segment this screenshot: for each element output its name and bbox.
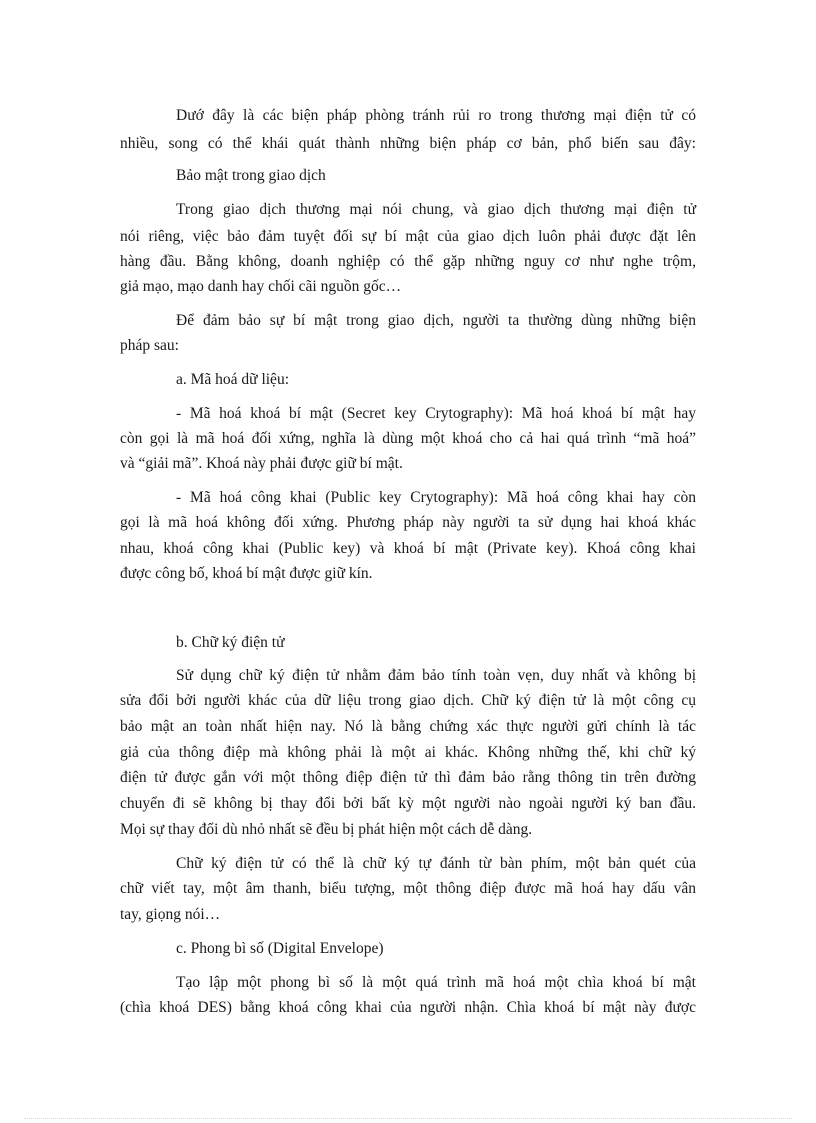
text-line: pháp sau: (120, 337, 179, 354)
text-line: nhau, khoá công khai (Public key) và khoá bí mật (Private key). Khoá công khai (120, 540, 696, 557)
text-line: giả của thông điệp mà không phải là một ai khác. Không những thế, khi chữ ký (120, 744, 696, 761)
section-heading: Bảo mật trong giao dịch (176, 167, 326, 184)
text-line: Dướ đây là các biện pháp phòng tránh rủi ro trong thương mại điện tử có (176, 107, 696, 124)
text-line: điện tử được gắn với một thông điệp điện tử thì đảm bảo rằng thông tin trên đường (120, 769, 696, 786)
text-line: Mọi sự thay đổi dù nhỏ nhất sẽ đều bị phát hiện một cách dễ dàng. (120, 821, 533, 838)
text-line: Để đảm bảo sự bí mật trong giao dịch, người ta thường dùng những biện (176, 312, 696, 329)
text-line: - Mã hoá công khai (Public key Crytography): Mã hoá công khai hay còn (176, 489, 696, 506)
text-line: sửa đổi bởi người khác của dữ liệu trong giao dịch. Chữ ký điện tử là một công cụ (120, 692, 696, 709)
text-line: nói riêng, việc bảo đảm tuyệt đối sự bí mật của giao dịch luôn phải được đặt lên (120, 228, 696, 245)
text-line: hàng đầu. Bằng không, doanh nghiệp có thể gặp những nguy cơ như nghe trộm, (120, 253, 696, 270)
text-line: bảo mật an toàn nhất hiện nay. Nó là bằng chứng xác thực người gửi chính là tác (120, 718, 696, 735)
subsection-heading: c. Phong bì số (Digital Envelope) (176, 940, 384, 957)
text-line: còn gọi là mã hoá đối xứng, nghĩa là dùng một khoá cho cả hai quá trình “mã hoá” (120, 430, 696, 447)
text-line: chữ viết tay, một âm thanh, biểu tượng, một thông điệp được mã hoá hay dấu vân (120, 880, 696, 897)
text-line: được công bố, khoá bí mật được giữ kín. (120, 565, 373, 582)
subsection-heading: b. Chữ ký điện tử (176, 634, 285, 651)
text-line: và “giải mã”. Khoá này phải được giữ bí mật. (120, 455, 403, 472)
text-line: giả mạo, mạo danh hay chối cãi nguồn gốc… (120, 278, 402, 295)
text-line: chuyển đi sẽ không bị thay đổi bởi bất kỳ một người nào ngoài người ký ban đầu. (120, 795, 696, 812)
text-line: Chữ ký điện tử có thể là chữ ký tự đánh từ bàn phím, một bản quét của (176, 855, 696, 872)
text-line: gọi là mã hoá không đối xứng. Phương pháp này người ta sử dụng hai khoá khác (120, 514, 696, 531)
text-line: (chìa khoá DES) bằng khoá công khai của người nhận. Chìa khoá bí mật này được (120, 999, 696, 1016)
text-line: Trong giao dịch thương mại nói chung, và giao dịch thương mại điện tử (176, 201, 696, 218)
text-line: tay, giọng nói… (120, 906, 221, 923)
page-bottom-divider (24, 1118, 792, 1119)
text-line: nhiều, song có thể khái quát thành những biện pháp cơ bản, phổ biến sau đây: (120, 135, 696, 152)
subsection-heading: a. Mã hoá dữ liệu: (176, 371, 289, 388)
text-line: - Mã hoá khoá bí mật (Secret key Crytography): Mã hoá khoá bí mật hay (176, 405, 696, 422)
text-line: Sử dụng chữ ký điện tử nhằm đảm bảo tính toàn vẹn, duy nhất và không bị (176, 667, 696, 684)
text-line: Tạo lập một phong bì số là một quá trình mã hoá một chìa khoá bí mật (176, 974, 696, 991)
